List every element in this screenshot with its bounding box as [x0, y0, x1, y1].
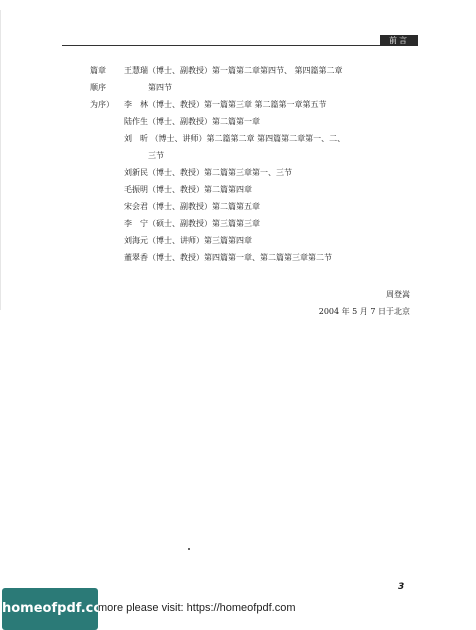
author-entry: 毛振明（博士、教授）第二篇第四章: [124, 185, 252, 194]
watermark-logo[interactable]: homeofpdf.com: [2, 588, 98, 630]
header-tab: 前言: [380, 35, 418, 46]
author-entry: 刘海元（博士、讲师）第三篇第四章: [124, 236, 252, 245]
signature-date: 2004 年 5 月 7 日于北京: [318, 307, 410, 316]
column-labels: [90, 62, 114, 113]
author-entry: 董翠香（博士、教授）第四篇第一章、第二篇第三章第二节: [124, 253, 332, 262]
author-entry: 王慧瑞（博士、副教授）第一篇第二章第四节、 第四篇第二章: [124, 66, 343, 75]
author-entry: 宋会君（博士、副教授）第二篇第五章: [124, 202, 260, 211]
author-entry-continuation: 第四节: [148, 83, 172, 92]
header-rule: [62, 45, 418, 46]
author-entry-continuation: 三节: [148, 151, 164, 160]
author-entry: 刘新民（博士、教授）第二篇第三章第一、三节: [124, 168, 292, 177]
label-line: 为序）: [90, 100, 114, 109]
stray-dot: [188, 548, 190, 550]
author-entry: 陆作生（博士、副教授）第二篇第一章: [124, 117, 260, 126]
label-line: 顺序: [90, 83, 106, 92]
label-line: 篇章: [90, 66, 106, 75]
scan-edge-mark: [0, 10, 1, 310]
signature-name: 周登嵩: [386, 290, 410, 299]
author-list: [124, 62, 345, 266]
watermark-link-text[interactable]: more please visit: https://homeofpdf.com: [98, 602, 296, 614]
author-entry: 刘 昕 （博士、讲师）第二篇第二章 第四篇第二章第一、二、: [124, 134, 346, 143]
watermark-footer: [0, 588, 476, 630]
author-entry: 李 宁（硕士、副教授）第三篇第三章: [124, 219, 260, 228]
page-number: 3: [398, 582, 405, 592]
signature-block: [300, 286, 410, 320]
author-entry: 李 林（博士、教授）第一篇第三章 第二篇第一章第五节: [124, 100, 327, 109]
